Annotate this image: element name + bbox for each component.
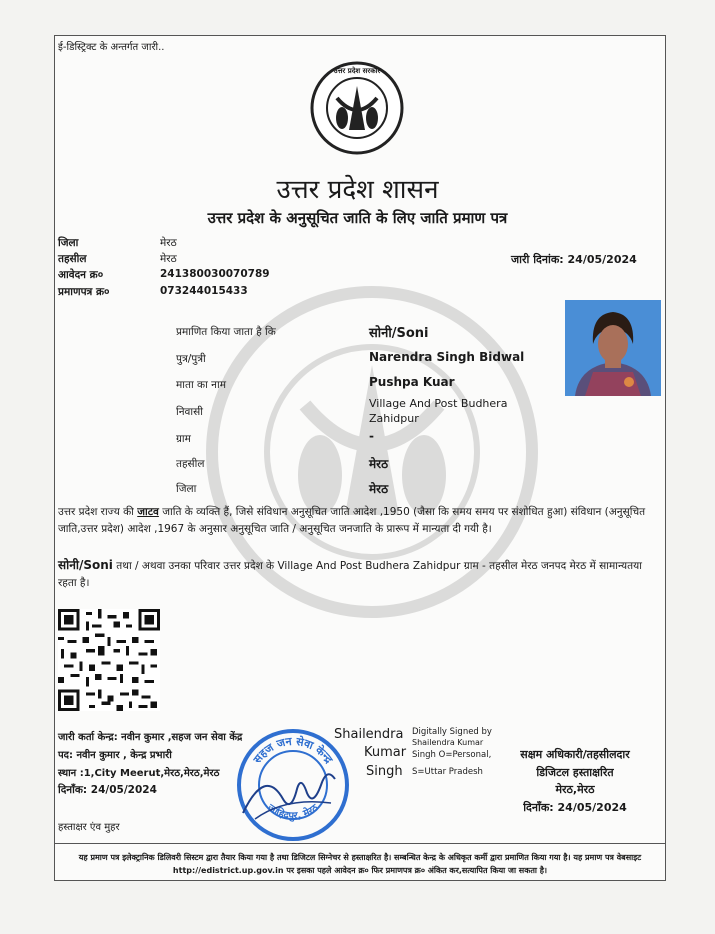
district-value: मेरठ <box>160 237 177 249</box>
applicant-photo <box>565 300 661 396</box>
signer-name-line3: Singh <box>366 764 403 779</box>
signer-detail-line3: Singh O=Personal, <box>412 750 492 760</box>
emblem-text: उत्तर प्रदेश सरकार <box>333 67 381 75</box>
issuer-post: पद: नवीन कुमार , केन्द्र प्रभारी <box>58 750 172 761</box>
issuer-place: स्थान :1,City Meerut,मेरठ,मेरठ,मेरठ <box>58 768 220 779</box>
issuer-center: जारी कर्ता केन्द्र: नवीन कुमार ,सहज जन सेवा केंद्र <box>58 732 243 743</box>
government-title: उत्तर प्रदेश शासन <box>276 175 439 205</box>
certificate-no-label: प्रमाणपत्र क्र० <box>58 286 110 298</box>
signer-detail-line2: Shailendra Kumar <box>412 738 484 747</box>
stamp-bottom-text: जाहिदपुर, मेरठ <box>265 802 321 822</box>
blue-seal-stamp <box>235 727 351 843</box>
parent-label: पुत्र/पुत्री <box>176 353 206 365</box>
signer-name-line2: Kumar <box>364 745 407 760</box>
mother-name-value: Pushpa Kuar <box>369 375 455 389</box>
father-name-value: Narendra Singh Bidwal <box>369 350 525 364</box>
issuer-date: दिनाँक: 24/05/2024 <box>58 784 157 796</box>
authority-date: दिनाँक: 24/05/2024 <box>523 801 627 814</box>
village-label: ग्राम <box>176 433 191 445</box>
application-no-value: 241380030070789 <box>160 268 270 280</box>
qr-code <box>58 609 160 711</box>
signer-detail-line4: S=Uttar Pradesh <box>412 767 483 777</box>
village-value: - <box>369 429 374 443</box>
certified-label: प्रमाणित किया जाता है कि <box>176 326 276 338</box>
para1-after: जाति के व्यक्ति हैं, जिसे संविधान अनुसूचित जाति आदेश ,1950 (जैसा कि समय समय पर संशोधित हुआ) संविधान (अनुसूचित जाति,उत्तर प्रदेश) आदेश ,1967 के अनुसार अनुसूचित जाति / अनुसूचित जनजाति के प्रारूप में मान्यता दी गयी है। <box>58 506 646 535</box>
name-value: सोनी/Soni <box>369 326 429 341</box>
resident-label: निवासी <box>176 406 203 418</box>
district-label: जिला <box>58 237 79 249</box>
signer-detail-line1: Digitally Signed by <box>412 727 492 737</box>
application-no-label: आवेदन क्र० <box>58 269 104 281</box>
svg-text:जाहिदपुर, मेरठ <box>265 802 322 822</box>
top-note: ई-डिस्ट्रिक्ट के अन्तर्गत जारी.. <box>58 42 165 53</box>
stamp-top-text: सहज जन सेवा केन्द्र <box>250 734 336 766</box>
tehsil-detail-value: मेरठ <box>369 457 389 471</box>
footer-divider <box>55 843 665 844</box>
resident-value: Village And Post Budhera Zahidpur <box>369 397 508 425</box>
signer-name-line1: Shailendra <box>334 727 404 742</box>
tehsil-value: मेरठ <box>160 253 177 265</box>
authority-sign: डिजिटल हस्ताक्षरित <box>536 766 614 779</box>
district-detail-label: जिला <box>176 483 197 495</box>
mother-label: माता का नाम <box>176 379 226 391</box>
issue-date: जारी दिनांक: 24/05/2024 <box>511 253 637 266</box>
para2-text: तथा / अथवा उनका परिवार उत्तर प्रदेश के Village And Post Budhera Zahidpur ग्राम - तहसील मेरठ जनपद मेरठ में सामान्यतया रहता है। <box>58 560 642 589</box>
para2-name: सोनी/Soni <box>58 558 113 572</box>
footer-note: यह प्रमाण पत्र इलेक्ट्रानिक डिलिवरी सिस्टम द्वारा तैयार किया गया है तथा डिजिटल सिग्नेचर से हस्ताक्षरित है। सम्बन्धित केन्द्र के अधिकृत कर्मी द्वारा प्रमाणित किया गया है। यह प्रमाण पत्र वेबसाइट http://edistrict.up.gov.in पर इसका पहले आवेदन क्र० फिर प्रमाणपत्र क्र० अंकित कर,सत्यापित किया जा सकता है। <box>78 853 642 875</box>
caste-name: जाटव <box>137 506 159 518</box>
certificate-no-value: 073244015433 <box>160 285 248 297</box>
caste-paragraph <box>58 504 656 538</box>
signature-label: हस्ताक्षर एंव मुहर <box>58 822 120 833</box>
residence-paragraph <box>58 557 656 592</box>
authority-title: सक्षम अधिकारी/तहसीलदार <box>520 748 630 761</box>
tehsil-label: तहसील <box>58 253 87 265</box>
tehsil-detail-label: तहसील <box>176 458 205 470</box>
district-detail-value: मेरठ <box>369 482 389 496</box>
certificate-title: उत्तर प्रदेश के अनुसूचित जाति के लिए जाति प्रमाण पत्र <box>207 209 508 227</box>
authority-place: मेरठ,मेरठ <box>555 783 595 796</box>
para1-before: उत्तर प्रदेश राज्य की <box>58 506 138 518</box>
